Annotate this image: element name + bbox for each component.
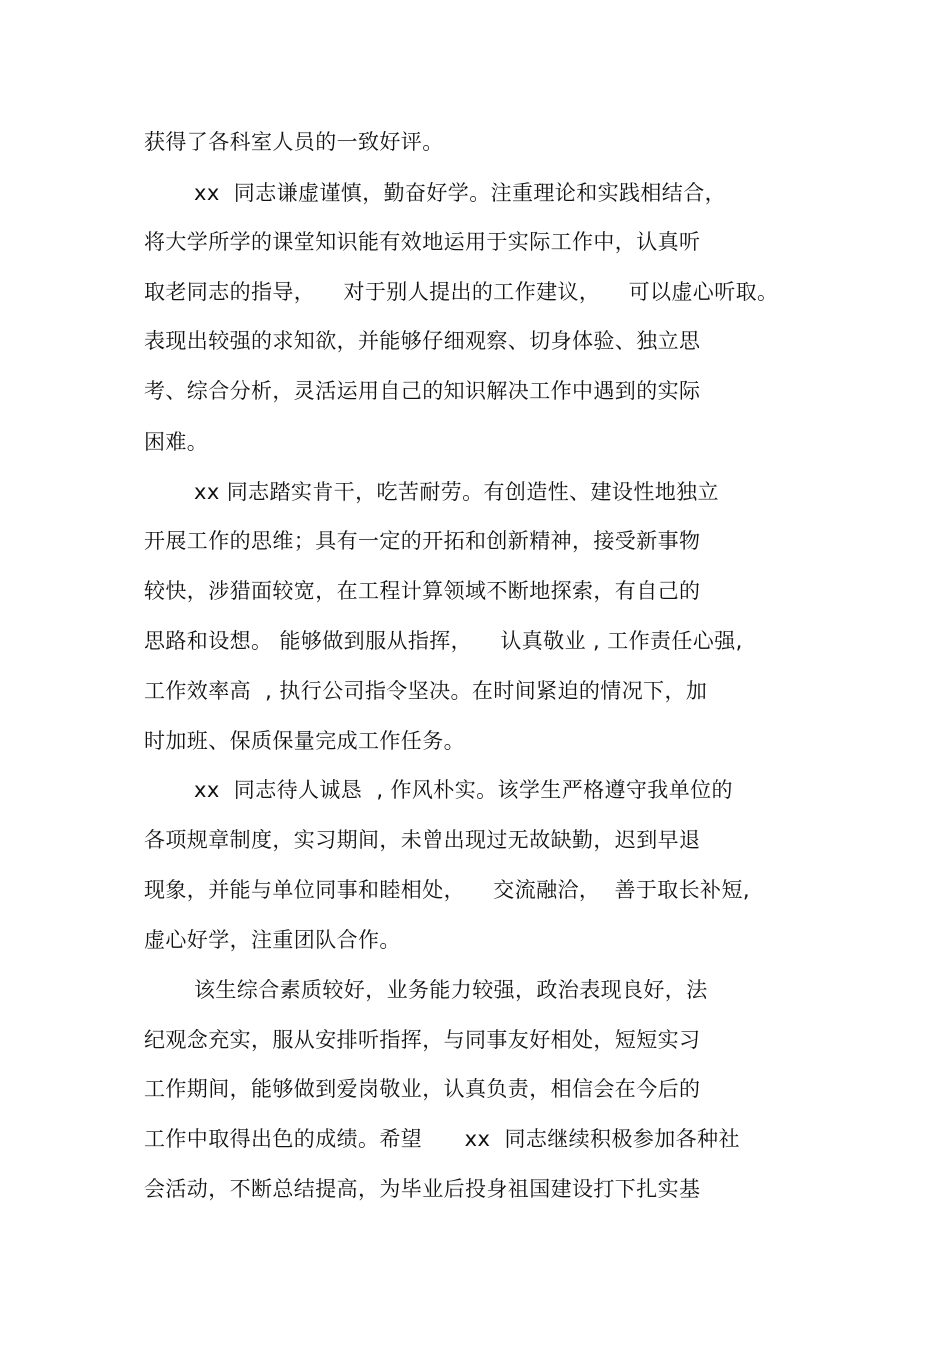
text-line: xx 同志踏实肯干，吃苦耐劳。有创造性、建设性地独立 (194, 480, 719, 504)
text-line: 获得了各科室人员的一致好评。 (144, 130, 444, 154)
text-line: 工作效率高 , 执行公司指令坚决。在时间紧迫的情况下，加 (144, 679, 708, 703)
text-line: 较快，涉猎面较宽，在工程计算领域不断地探索，有自己的 (144, 579, 701, 603)
text-line: 取老同志的指导， 对于别人提出的工作建议， 可以虚心听取。 (144, 280, 779, 304)
text-line: 思路和设想。 能够做到服从指挥， 认真敬业 , 工作责任心强, (144, 629, 743, 653)
text-line: 会活动，不断总结提高，为毕业后投身祖国建设打下扎实基 (144, 1177, 701, 1201)
text-line: 虚心好学，注重团队合作。 (144, 928, 401, 952)
text-line: 表现出较强的求知欲，并能够仔细观察、切身体验、独立思 (144, 329, 701, 353)
text-line: 将大学所学的课堂知识能有效地运用于实际工作中，认真听 (144, 230, 701, 254)
text-line: 现象，并能与单位同事和睦相处， 交流融洽， 善于取长补短, (144, 878, 750, 902)
text-line: 各项规章制度，实习期间，未曾出现过无故缺勤，迟到早退 (144, 828, 701, 852)
text-line: 工作期间，能够做到爱岗敬业，认真负责，相信会在今后的 (144, 1077, 701, 1101)
text-line: 纪观念充实，服从安排听指挥，与同事友好相处，短短实习 (144, 1028, 701, 1052)
text-line: 时加班、保质保量完成工作任务。 (144, 729, 465, 753)
text-line: 考、综合分析，灵活运用自己的知识解决工作中遇到的实际 (144, 379, 701, 403)
text-line: 开展工作的思维；具有一定的开拓和创新精神，接受新事物 (144, 529, 701, 553)
text-line: 工作中取得出色的成绩。希望 xx 同志继续积极参加各种社 (144, 1127, 740, 1151)
text-line: xx 同志谦虚谨慎，勤奋好学。注重理论和实践相结合， (194, 181, 727, 205)
text-line: 困难。 (144, 430, 209, 454)
text-line: 该生综合素质较好，业务能力较强，政治表现良好，法 (194, 978, 708, 1002)
text-line: xx 同志待人诚恳 , 作风朴实。该学生严格遵守我单位的 (194, 778, 733, 802)
